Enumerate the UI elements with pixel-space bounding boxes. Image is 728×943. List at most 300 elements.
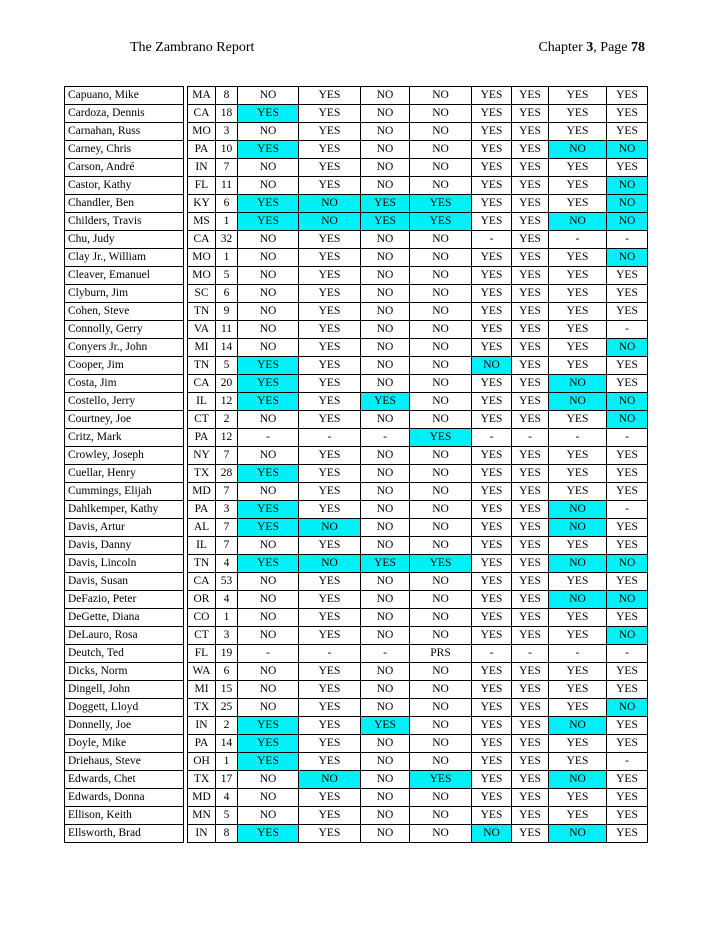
vote-cell: YES bbox=[549, 753, 607, 771]
state-cell: MS bbox=[188, 213, 216, 231]
vote-cell: YES bbox=[472, 195, 512, 213]
vote-cell: NO bbox=[238, 789, 299, 807]
vote-cell: NO bbox=[549, 555, 607, 573]
vote-cell: YES bbox=[238, 105, 299, 123]
vote-cell: YES bbox=[512, 735, 549, 753]
vote-cell: YES bbox=[512, 627, 549, 645]
district-cell: 18 bbox=[216, 105, 238, 123]
vote-cell: NO bbox=[299, 519, 361, 537]
member-name-cell: Conyers Jr., John bbox=[65, 339, 184, 357]
district-cell: 6 bbox=[216, 663, 238, 681]
vote-cell: YES bbox=[238, 753, 299, 771]
vote-cell: YES bbox=[299, 285, 361, 303]
vote-cell: - bbox=[299, 429, 361, 447]
vote-cell: YES bbox=[512, 537, 549, 555]
member-name-cell: Connolly, Gerry bbox=[65, 321, 184, 339]
state-cell: IN bbox=[188, 159, 216, 177]
vote-cell: YES bbox=[472, 573, 512, 591]
vote-table bbox=[64, 86, 648, 843]
vote-cell: NO bbox=[410, 681, 472, 699]
member-name-cell: Chu, Judy bbox=[65, 231, 184, 249]
vote-cell: NO bbox=[238, 321, 299, 339]
vote-cell: - bbox=[361, 645, 410, 663]
vote-cell: NO bbox=[238, 483, 299, 501]
table-row bbox=[65, 555, 648, 573]
member-name-cell: Costello, Jerry bbox=[65, 393, 184, 411]
vote-cell: YES bbox=[472, 627, 512, 645]
table-row bbox=[65, 267, 648, 285]
vote-cell: NO bbox=[361, 231, 410, 249]
vote-cell: YES bbox=[549, 465, 607, 483]
vote-cell: NO bbox=[361, 537, 410, 555]
vote-cell: NO bbox=[607, 141, 648, 159]
member-name-cell: Davis, Lincoln bbox=[65, 555, 184, 573]
state-cell: VA bbox=[188, 321, 216, 339]
vote-cell: YES bbox=[361, 393, 410, 411]
vote-cell: NO bbox=[361, 483, 410, 501]
table-row bbox=[65, 519, 648, 537]
state-cell: IN bbox=[188, 825, 216, 843]
vote-cell: NO bbox=[410, 519, 472, 537]
district-cell: 25 bbox=[216, 699, 238, 717]
vote-cell: YES bbox=[512, 771, 549, 789]
vote-cell: YES bbox=[512, 87, 549, 105]
district-cell: 6 bbox=[216, 195, 238, 213]
vote-cell: NO bbox=[361, 285, 410, 303]
member-name-cell: Castor, Kathy bbox=[65, 177, 184, 195]
vote-cell: NO bbox=[238, 303, 299, 321]
member-name-cell: Driehaus, Steve bbox=[65, 753, 184, 771]
vote-cell: NO bbox=[410, 339, 472, 357]
vote-cell: YES bbox=[238, 735, 299, 753]
vote-cell: NO bbox=[299, 771, 361, 789]
state-cell: FL bbox=[188, 177, 216, 195]
vote-cell: YES bbox=[607, 573, 648, 591]
district-cell: 15 bbox=[216, 681, 238, 699]
vote-cell: YES bbox=[512, 825, 549, 843]
state-cell: CA bbox=[188, 573, 216, 591]
vote-cell: NO bbox=[410, 447, 472, 465]
state-cell: CA bbox=[188, 231, 216, 249]
vote-cell: YES bbox=[607, 285, 648, 303]
vote-cell: NO bbox=[361, 753, 410, 771]
table-row bbox=[65, 789, 648, 807]
vote-cell: YES bbox=[472, 717, 512, 735]
vote-cell: YES bbox=[549, 537, 607, 555]
vote-cell: - bbox=[607, 321, 648, 339]
vote-cell: YES bbox=[472, 555, 512, 573]
vote-cell: NO bbox=[299, 555, 361, 573]
vote-cell: YES bbox=[238, 213, 299, 231]
vote-cell: YES bbox=[472, 501, 512, 519]
table-row bbox=[65, 609, 648, 627]
vote-cell: YES bbox=[549, 339, 607, 357]
vote-cell: YES bbox=[512, 681, 549, 699]
vote-cell: YES bbox=[299, 375, 361, 393]
member-name-cell: DeLauro, Rosa bbox=[65, 627, 184, 645]
state-cell: TX bbox=[188, 465, 216, 483]
vote-cell: YES bbox=[238, 141, 299, 159]
state-cell: MO bbox=[188, 249, 216, 267]
vote-cell: YES bbox=[549, 177, 607, 195]
member-name-cell: Edwards, Donna bbox=[65, 789, 184, 807]
state-cell: IL bbox=[188, 537, 216, 555]
vote-cell: YES bbox=[512, 357, 549, 375]
state-cell: CO bbox=[188, 609, 216, 627]
vote-cell: YES bbox=[472, 393, 512, 411]
vote-cell: YES bbox=[299, 501, 361, 519]
member-name-cell: Davis, Danny bbox=[65, 537, 184, 555]
vote-cell: YES bbox=[607, 717, 648, 735]
vote-cell: NO bbox=[410, 789, 472, 807]
vote-cell: NO bbox=[410, 285, 472, 303]
vote-cell: YES bbox=[512, 753, 549, 771]
vote-cell: NO bbox=[238, 771, 299, 789]
vote-cell: YES bbox=[299, 159, 361, 177]
vote-cell: YES bbox=[238, 717, 299, 735]
district-cell: 5 bbox=[216, 357, 238, 375]
vote-cell: YES bbox=[238, 465, 299, 483]
vote-cell: NO bbox=[410, 807, 472, 825]
vote-cell: YES bbox=[607, 735, 648, 753]
vote-cell: YES bbox=[607, 123, 648, 141]
vote-cell: YES bbox=[607, 825, 648, 843]
vote-cell: YES bbox=[472, 537, 512, 555]
vote-cell: NO bbox=[410, 465, 472, 483]
table-row bbox=[65, 807, 648, 825]
vote-cell: YES bbox=[299, 807, 361, 825]
state-cell: MD bbox=[188, 789, 216, 807]
table-row bbox=[65, 339, 648, 357]
vote-cell: YES bbox=[238, 555, 299, 573]
vote-cell: YES bbox=[472, 123, 512, 141]
vote-cell: YES bbox=[512, 717, 549, 735]
table-row bbox=[65, 825, 648, 843]
state-cell: TN bbox=[188, 357, 216, 375]
vote-cell: YES bbox=[607, 159, 648, 177]
vote-cell: NO bbox=[361, 105, 410, 123]
vote-cell: YES bbox=[472, 267, 512, 285]
table-row bbox=[65, 663, 648, 681]
vote-cell: NO bbox=[410, 159, 472, 177]
member-name-cell: Carnahan, Russ bbox=[65, 123, 184, 141]
page-number: 78 bbox=[631, 40, 645, 55]
vote-cell: YES bbox=[549, 447, 607, 465]
vote-cell: NO bbox=[410, 141, 472, 159]
district-cell: 8 bbox=[216, 87, 238, 105]
vote-cell: NO bbox=[361, 609, 410, 627]
table-row bbox=[65, 357, 648, 375]
member-name-cell: Donnelly, Joe bbox=[65, 717, 184, 735]
vote-cell: YES bbox=[512, 663, 549, 681]
vote-cell: NO bbox=[410, 717, 472, 735]
vote-cell: NO bbox=[361, 663, 410, 681]
vote-cell: YES bbox=[299, 123, 361, 141]
vote-cell: NO bbox=[361, 159, 410, 177]
state-cell: WA bbox=[188, 663, 216, 681]
vote-cell: YES bbox=[472, 753, 512, 771]
vote-cell: NO bbox=[472, 825, 512, 843]
vote-cell: YES bbox=[472, 213, 512, 231]
vote-cell: - bbox=[238, 645, 299, 663]
vote-cell: YES bbox=[472, 87, 512, 105]
vote-cell: NO bbox=[361, 681, 410, 699]
vote-cell: NO bbox=[238, 267, 299, 285]
vote-cell: NO bbox=[238, 87, 299, 105]
vote-cell: YES bbox=[607, 609, 648, 627]
vote-cell: NO bbox=[238, 609, 299, 627]
vote-cell: NO bbox=[361, 591, 410, 609]
vote-cell: YES bbox=[472, 663, 512, 681]
state-cell: TX bbox=[188, 699, 216, 717]
vote-cell: YES bbox=[299, 681, 361, 699]
vote-cell: NO bbox=[410, 663, 472, 681]
vote-cell: NO bbox=[238, 123, 299, 141]
vote-cell: YES bbox=[472, 447, 512, 465]
report-title: The Zambrano Report bbox=[130, 40, 255, 55]
state-cell: CA bbox=[188, 105, 216, 123]
member-name-cell: Costa, Jim bbox=[65, 375, 184, 393]
vote-cell: YES bbox=[299, 141, 361, 159]
vote-cell: NO bbox=[607, 555, 648, 573]
vote-cell: YES bbox=[549, 411, 607, 429]
vote-cell: YES bbox=[299, 753, 361, 771]
vote-cell: YES bbox=[299, 393, 361, 411]
vote-cell: YES bbox=[607, 681, 648, 699]
state-cell: CT bbox=[188, 411, 216, 429]
table-row bbox=[65, 159, 648, 177]
vote-cell: YES bbox=[549, 357, 607, 375]
vote-cell: YES bbox=[512, 555, 549, 573]
district-cell: 12 bbox=[216, 429, 238, 447]
vote-cell: NO bbox=[361, 267, 410, 285]
member-name-cell: Critz, Mark bbox=[65, 429, 184, 447]
district-cell: 7 bbox=[216, 519, 238, 537]
vote-cell: YES bbox=[472, 789, 512, 807]
vote-cell: YES bbox=[472, 339, 512, 357]
vote-cell: NO bbox=[361, 573, 410, 591]
vote-cell: YES bbox=[299, 663, 361, 681]
table-row bbox=[65, 681, 648, 699]
member-name-cell: DeFazio, Peter bbox=[65, 591, 184, 609]
member-name-cell: Clyburn, Jim bbox=[65, 285, 184, 303]
vote-cell: NO bbox=[410, 411, 472, 429]
vote-cell: NO bbox=[410, 321, 472, 339]
vote-cell: YES bbox=[299, 411, 361, 429]
state-cell: PA bbox=[188, 429, 216, 447]
vote-cell: YES bbox=[299, 537, 361, 555]
vote-cell: NO bbox=[410, 501, 472, 519]
vote-cell: NO bbox=[238, 591, 299, 609]
vote-cell: YES bbox=[299, 825, 361, 843]
vote-cell: YES bbox=[299, 627, 361, 645]
district-cell: 2 bbox=[216, 411, 238, 429]
vote-cell: YES bbox=[238, 375, 299, 393]
table-row bbox=[65, 87, 648, 105]
member-name-cell: Dahlkemper, Kathy bbox=[65, 501, 184, 519]
vote-cell: YES bbox=[472, 681, 512, 699]
table-row bbox=[65, 105, 648, 123]
vote-cell: NO bbox=[238, 159, 299, 177]
vote-cell: YES bbox=[512, 591, 549, 609]
vote-cell: NO bbox=[549, 519, 607, 537]
vote-cell: YES bbox=[512, 303, 549, 321]
vote-cell: YES bbox=[472, 177, 512, 195]
member-name-cell: DeGette, Diana bbox=[65, 609, 184, 627]
vote-cell: NO bbox=[361, 375, 410, 393]
table-row bbox=[65, 735, 648, 753]
district-cell: 1 bbox=[216, 249, 238, 267]
state-cell: MN bbox=[188, 807, 216, 825]
vote-cell: NO bbox=[238, 627, 299, 645]
vote-cell: NO bbox=[238, 807, 299, 825]
vote-cell: YES bbox=[472, 249, 512, 267]
vote-cell: YES bbox=[549, 267, 607, 285]
vote-cell: NO bbox=[549, 771, 607, 789]
vote-cell: YES bbox=[512, 375, 549, 393]
vote-cell: YES bbox=[410, 555, 472, 573]
vote-cell: NO bbox=[410, 231, 472, 249]
vote-table-body bbox=[65, 87, 648, 843]
vote-cell: - bbox=[361, 429, 410, 447]
vote-cell: YES bbox=[607, 789, 648, 807]
state-cell: OH bbox=[188, 753, 216, 771]
state-cell: MD bbox=[188, 483, 216, 501]
page-header bbox=[130, 40, 645, 60]
chapter-label: Chapter bbox=[538, 40, 583, 55]
vote-cell: NO bbox=[410, 483, 472, 501]
vote-cell: YES bbox=[607, 807, 648, 825]
district-cell: 10 bbox=[216, 141, 238, 159]
vote-cell: YES bbox=[549, 159, 607, 177]
vote-cell: YES bbox=[549, 321, 607, 339]
vote-cell: - bbox=[607, 429, 648, 447]
vote-cell: NO bbox=[607, 393, 648, 411]
table-row bbox=[65, 483, 648, 501]
vote-cell: YES bbox=[607, 663, 648, 681]
vote-cell: YES bbox=[299, 717, 361, 735]
vote-cell: NO bbox=[238, 249, 299, 267]
member-name-cell: Cummings, Elijah bbox=[65, 483, 184, 501]
vote-cell: YES bbox=[512, 249, 549, 267]
vote-cell: NO bbox=[361, 501, 410, 519]
vote-cell: NO bbox=[410, 357, 472, 375]
vote-cell: YES bbox=[607, 483, 648, 501]
vote-cell: NO bbox=[549, 393, 607, 411]
state-cell: CA bbox=[188, 375, 216, 393]
vote-cell: YES bbox=[472, 159, 512, 177]
district-cell: 17 bbox=[216, 771, 238, 789]
vote-cell: NO bbox=[410, 249, 472, 267]
vote-cell: - bbox=[299, 645, 361, 663]
vote-cell: - bbox=[472, 429, 512, 447]
vote-cell: YES bbox=[472, 483, 512, 501]
state-cell: FL bbox=[188, 645, 216, 663]
state-cell: MO bbox=[188, 267, 216, 285]
district-cell: 32 bbox=[216, 231, 238, 249]
vote-cell: NO bbox=[361, 825, 410, 843]
vote-cell: YES bbox=[472, 699, 512, 717]
vote-cell: YES bbox=[549, 735, 607, 753]
vote-cell: YES bbox=[549, 303, 607, 321]
member-name-cell: Cleaver, Emanuel bbox=[65, 267, 184, 285]
vote-cell: NO bbox=[410, 303, 472, 321]
vote-cell: YES bbox=[238, 825, 299, 843]
vote-cell: YES bbox=[512, 483, 549, 501]
member-name-cell: Cohen, Steve bbox=[65, 303, 184, 321]
vote-cell: NO bbox=[549, 717, 607, 735]
vote-cell: YES bbox=[607, 87, 648, 105]
vote-cell: YES bbox=[512, 141, 549, 159]
member-name-cell: Deutch, Ted bbox=[65, 645, 184, 663]
vote-cell: NO bbox=[607, 591, 648, 609]
district-cell: 4 bbox=[216, 789, 238, 807]
vote-cell: YES bbox=[472, 285, 512, 303]
vote-cell: YES bbox=[549, 699, 607, 717]
vote-cell: NO bbox=[410, 177, 472, 195]
vote-cell: NO bbox=[361, 627, 410, 645]
vote-cell: - bbox=[472, 645, 512, 663]
member-name-cell: Cuellar, Henry bbox=[65, 465, 184, 483]
state-cell: SC bbox=[188, 285, 216, 303]
vote-cell: - bbox=[549, 429, 607, 447]
vote-cell: - bbox=[607, 231, 648, 249]
vote-cell: YES bbox=[512, 789, 549, 807]
district-cell: 12 bbox=[216, 393, 238, 411]
vote-cell: YES bbox=[299, 735, 361, 753]
table-row bbox=[65, 465, 648, 483]
vote-cell: YES bbox=[472, 591, 512, 609]
page-reference bbox=[538, 40, 645, 56]
state-cell: CT bbox=[188, 627, 216, 645]
vote-cell: - bbox=[549, 231, 607, 249]
state-cell: NY bbox=[188, 447, 216, 465]
vote-cell: YES bbox=[361, 555, 410, 573]
table-row bbox=[65, 231, 648, 249]
member-name-cell: Crowley, Joseph bbox=[65, 447, 184, 465]
table-row bbox=[65, 501, 648, 519]
vote-cell: YES bbox=[549, 123, 607, 141]
vote-cell: YES bbox=[512, 447, 549, 465]
vote-cell: YES bbox=[512, 267, 549, 285]
vote-cell: NO bbox=[361, 339, 410, 357]
table-row bbox=[65, 537, 648, 555]
vote-cell: YES bbox=[607, 357, 648, 375]
vote-cell: YES bbox=[299, 303, 361, 321]
vote-cell: YES bbox=[512, 285, 549, 303]
state-cell: TN bbox=[188, 555, 216, 573]
vote-cell: YES bbox=[299, 591, 361, 609]
vote-cell: NO bbox=[238, 177, 299, 195]
vote-cell: YES bbox=[512, 699, 549, 717]
district-cell: 3 bbox=[216, 501, 238, 519]
vote-cell: NO bbox=[607, 411, 648, 429]
vote-cell: NO bbox=[238, 339, 299, 357]
vote-cell: YES bbox=[549, 681, 607, 699]
table-row bbox=[65, 375, 648, 393]
table-row bbox=[65, 627, 648, 645]
state-cell: PA bbox=[188, 501, 216, 519]
vote-cell: NO bbox=[549, 375, 607, 393]
table-row bbox=[65, 645, 648, 663]
vote-cell: YES bbox=[299, 699, 361, 717]
vote-cell: - bbox=[607, 645, 648, 663]
district-cell: 28 bbox=[216, 465, 238, 483]
vote-cell: NO bbox=[410, 609, 472, 627]
district-cell: 3 bbox=[216, 123, 238, 141]
district-cell: 7 bbox=[216, 483, 238, 501]
vote-cell: NO bbox=[410, 627, 472, 645]
